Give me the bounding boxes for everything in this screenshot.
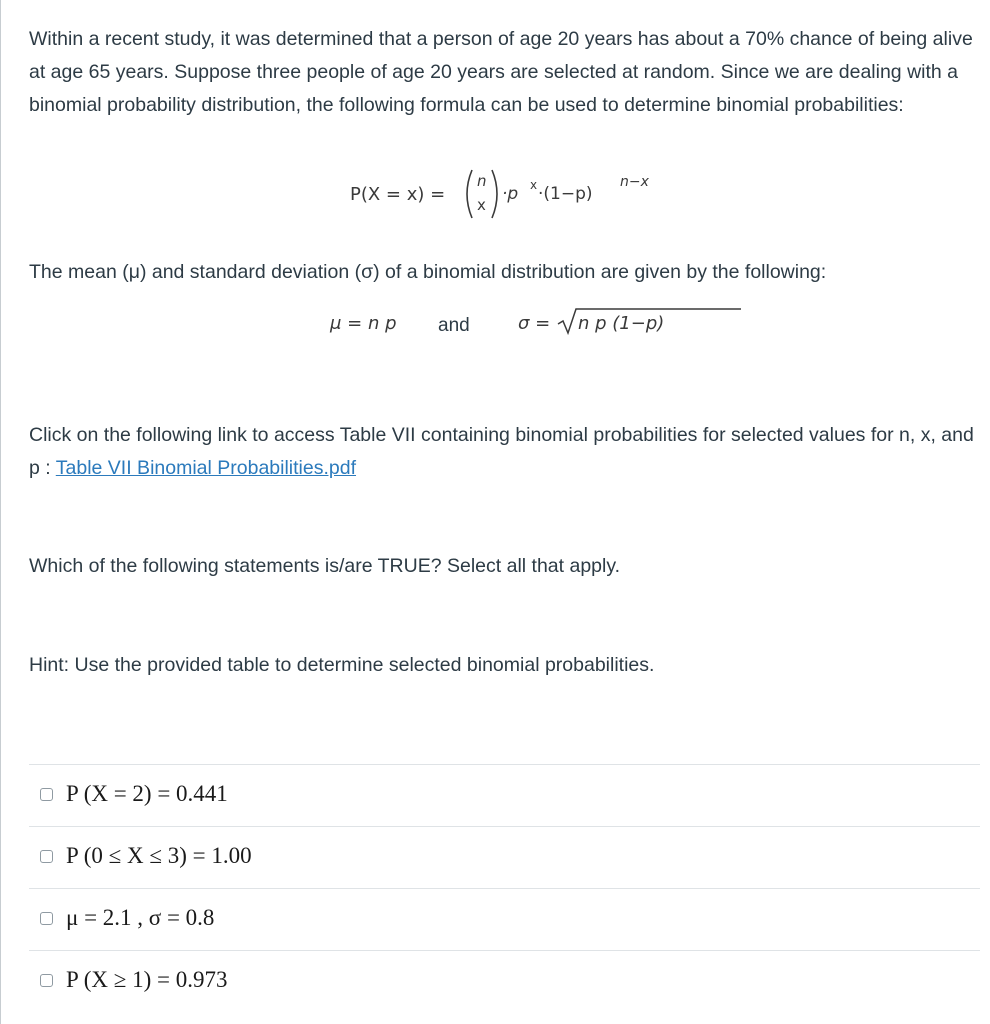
sd-formula-prefix: σ =	[518, 313, 551, 334]
formula-exp-nx: n−x	[620, 174, 649, 190]
formula-p: ·p	[502, 184, 519, 204]
choice-4-checkbox[interactable]	[40, 974, 53, 987]
binom-bottom: x	[477, 196, 486, 214]
choice-3-label: μ = 2.1 , σ = 0.8	[66, 905, 215, 930]
link-intro-text: Click on the following link to access Table VII containing binomial probabilities for selected values for n, x, and p :	[29, 424, 974, 479]
choice-1-checkbox[interactable]	[40, 788, 53, 801]
and-word: and	[438, 315, 470, 336]
mean-formula: μ = n p	[330, 313, 397, 334]
mean-sd-formulas	[330, 305, 730, 345]
choice-1[interactable]	[29, 764, 980, 826]
formula-lhs: P(X = x) =	[350, 184, 446, 205]
choice-3[interactable]	[29, 888, 980, 950]
mean-sd-text: The mean (μ) and standard deviation (σ) of a binomial distribution are given by the following:	[29, 261, 827, 283]
formula-one-minus-p: ·(1−p)	[538, 184, 593, 204]
link-paragraph	[29, 419, 984, 485]
choice-1-label: P (X = 2) = 0.441	[66, 781, 228, 806]
table-vii-link[interactable]: Table VII Binomial Probabilities.pdf	[55, 457, 357, 479]
intro-paragraph: Within a recent study, it was determined that a person of age 20 years has about a 70% chance of being alive at age 65 years. Suppose three people of age 20 years are selected at random. Since we are dealing with a binomial probability distribution, the following formula can be used to determine binomial probabilities:	[29, 28, 973, 116]
choice-2[interactable]	[29, 826, 980, 888]
hint-text: Hint: Use the provided table to determine selected binomial probabilities.	[29, 654, 655, 676]
binomial-formula	[350, 166, 690, 226]
choice-4-label: P (X ≥ 1) = 0.973	[66, 967, 228, 992]
choice-2-checkbox[interactable]	[40, 850, 53, 863]
choice-4[interactable]	[29, 950, 980, 1012]
formula-exp-x: x	[530, 178, 538, 192]
question-text: Which of the following statements is/are TRUE? Select all that apply.	[29, 555, 621, 577]
choice-2-label: P (0 ≤ X ≤ 3) = 1.00	[66, 843, 252, 868]
binom-top: n	[477, 172, 487, 190]
choice-3-checkbox[interactable]	[40, 912, 53, 925]
left-border	[0, 0, 1, 1024]
answer-choices	[29, 764, 980, 1012]
sd-formula-radicand: n p (1−p)	[578, 313, 665, 334]
